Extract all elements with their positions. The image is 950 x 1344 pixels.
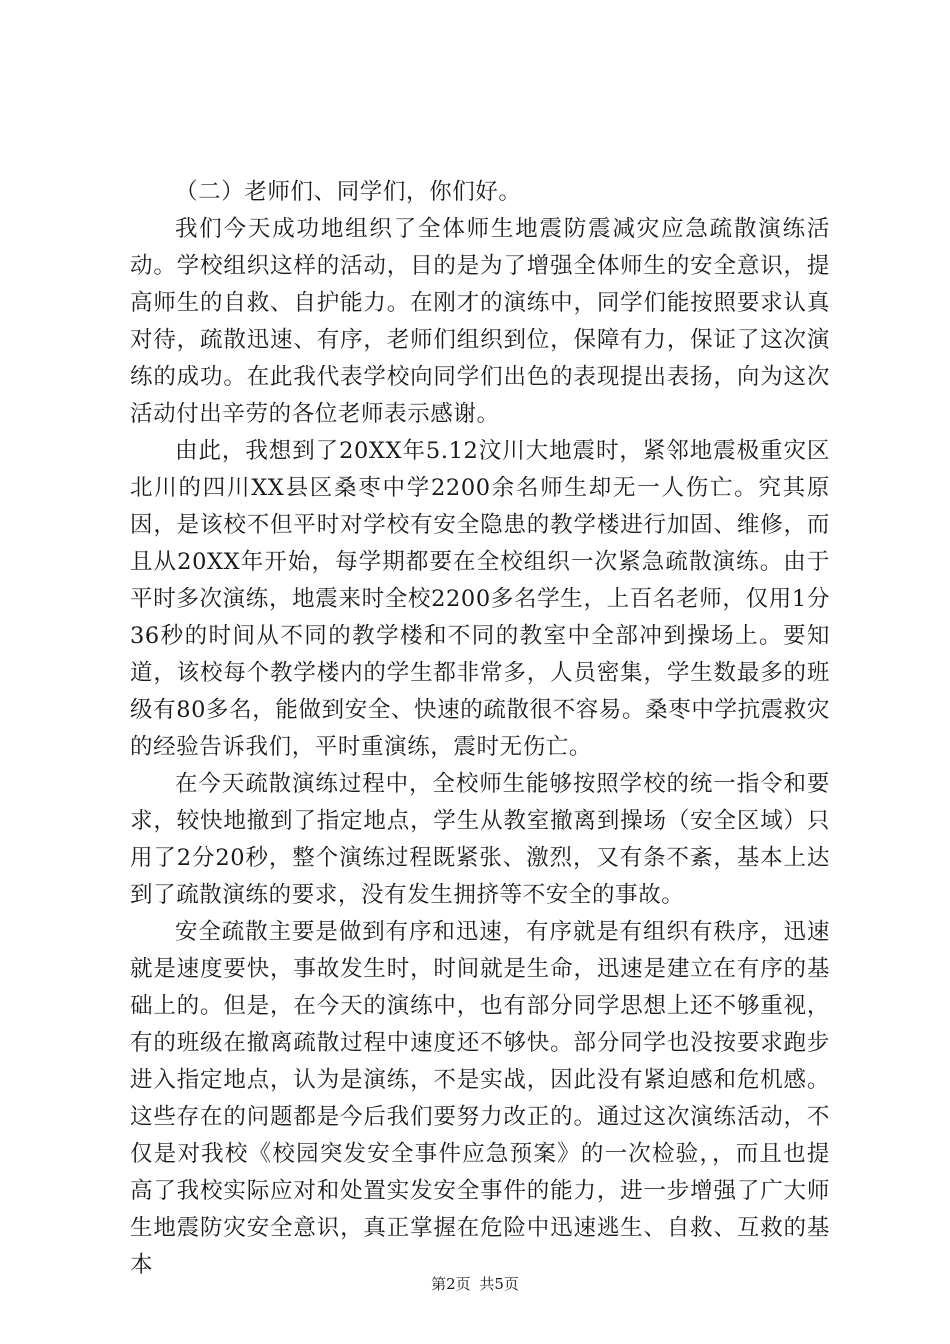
paragraph-safety-evacuation: 安全疏散主要是做到有序和迅速，有序就是有组织有秩序，迅速就是速度要快，事故发生时，时间就是生命，迅速是建立在有序的基础上的。但是，在今天的演练中，也有部分同学思想上还不够重视，有的班级在撤离疏散过程中速度还不够快。部分同学也没按要求跑步进入指定地点，认为是演练，不是实战，因此没有紧迫感和危机感。这些存在的问题都是今后我们要努力改正的。通过这次演练活动，不仅是对我校《校园突发安全事件应急预案》的一次检验，，而且也提高了我校实际应对和处置实发安全事件的能力，进一步增强了广大师生地震防灾安全意识，真正掌握在危险中迅速逃生、自救、互救的基本 [130,919,830,1278]
page-number: 第2页 [431,1275,471,1293]
paragraph-greeting: （二）老师们、同学们，你们好。 [175,179,522,205]
paragraph-drill-success: 我们今天成功地组织了全体师生地震防震减灾应急疏散演练活动。学校组织这样的活动，目的是为了增强全体师生的安全意识，提高师生的自救、自护能力。在刚才的演练中，同学们能按照要求认真对待，疏散迅速、有序，老师们组织到位，保障有力，保证了这次演练的成功。在此我代表学校向同学们出色的表现提出表扬，向为这次活动付出辛劳的各位老师表示感谢。 [130,216,830,427]
paragraph-today-drill: 在今天疏散演练过程中，全校师生能够按照学校的统一指令和要求，较快地撤到了指定地点，学生从教室撤离到操场（安全区域）只用了2分20秒，整个演练过程既紧张、激烈，又有条不紊，基本上达到了疏散演练的要求，没有发生拥挤等不安全的事故。 [130,771,830,908]
document-body [130,174,830,1284]
page-total: 共5页 [479,1275,519,1293]
page-footer [0,1273,950,1294]
paragraph-sangzao-example: 由此，我想到了20XX年5.12汶川大地震时，紧邻地震极重灾区北川的四川XX县区桑枣中学2200余名师生却无一人伤亡。究其原因，是该校不但平时对学校有安全隐患的教学楼进行加固、维修，而且从20XX年开始，每学期都要在全校组织一次紧急疏散演练。由于平时多次演练，地震来时全校2200多名学生，上百名老师，仅用1分36秒的时间从不同的教学楼和不同的教室中全部冲到操场上。要知道，该校每个教学楼内的学生都非常多，人员密集，学生数最多的班级有80多名，能做到安全、快速的疏散很不容易。桑枣中学抗震救灾的经验告诉我们，平时重演练，震时无伤亡。 [130,438,830,760]
